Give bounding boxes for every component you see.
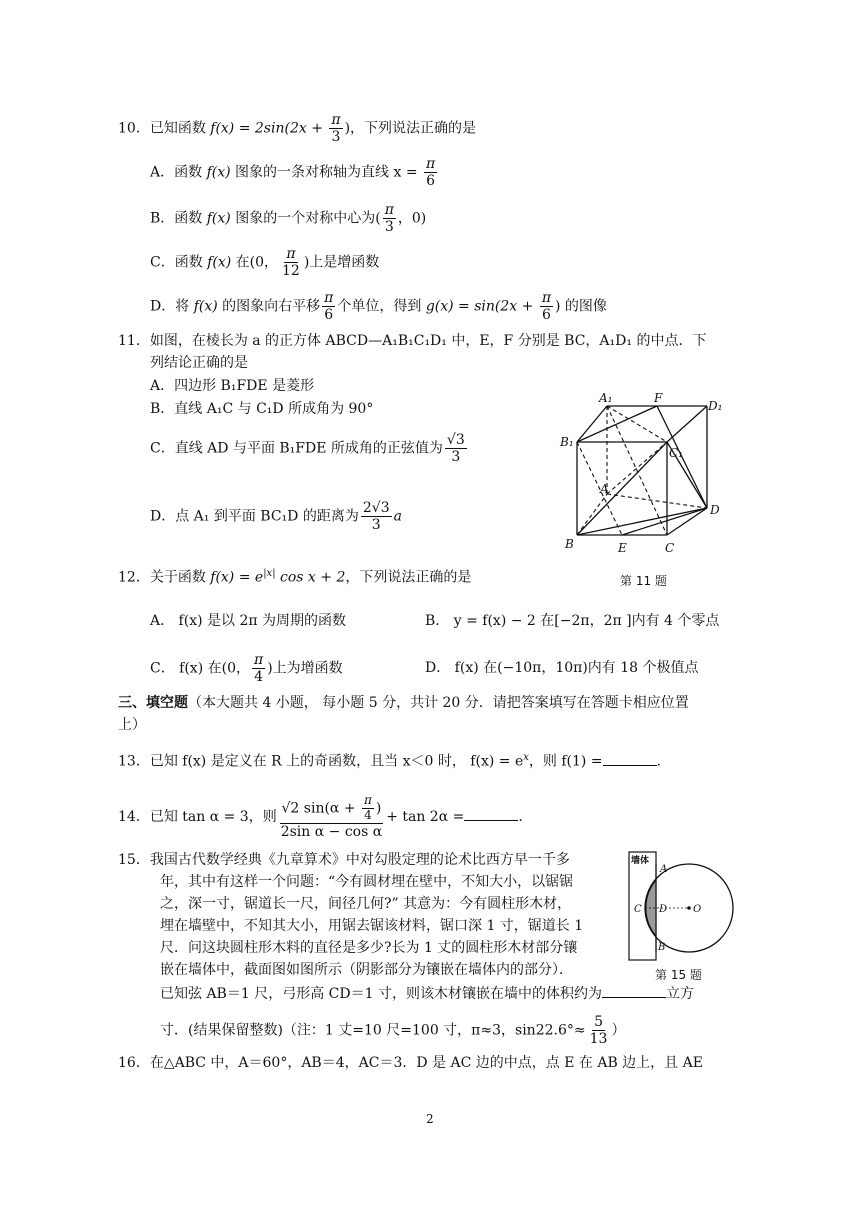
wall-label: 墙体 — [631, 856, 650, 866]
q10-stem: 10．已知函数 f(x) = 2sin(2x + $\frac{\pi}{3}$ )，下列说法正确的是 — [118, 112, 477, 146]
edge-e-d — [622, 508, 707, 535]
edge-b1-f — [577, 406, 657, 442]
q16: 16．在△ABC 中，A＝60°，AB＝4，AC＝3．D 是 AC 边的中点，点 E 在 AB 边上，且 AE — [118, 1055, 703, 1071]
q12-option-d: D． f(x) 在(−10π，10π)内有 18 个极值点 — [425, 660, 699, 676]
q12-option-a: A． f(x) 是以 2π 为周期的函数 — [150, 613, 347, 629]
label-d: D — [710, 503, 720, 517]
q15-line4: 埋在墙壁中，不知其大小，用锯去锯该材料，锯口深 1 寸，锯道长 1 — [160, 918, 584, 934]
q14: 14．已知 tan α = 3，则 √2 sin(α + $\frac{\pi}{4}$ ) 2sin α − cos α + tan 2α = . — [118, 793, 523, 840]
q13-answer-blank — [603, 753, 657, 766]
center-o — [687, 906, 691, 910]
label-c: C — [665, 541, 675, 555]
q11-option-c: C．直线 AD 与平面 B₁FDE 所成角的正弦值为 $\frac{√3}{3}$ — [150, 432, 465, 466]
label-d1: D₁ — [708, 399, 723, 413]
q11-stem-line1: 11．如图，在棱长为 a 的正方体 ABCD—A₁B₁C₁D₁ 中，E，F 分别是 BC，A₁D₁ 的中点．下 — [118, 333, 707, 349]
q15-answer-blank — [602, 985, 666, 998]
label-d: D — [659, 904, 668, 915]
q11-caption: 第 11 题 — [620, 574, 667, 588]
q11-option-a: A．四边形 B₁FDE 是菱形 — [150, 378, 315, 394]
q12-option-c: C． f(x) 在(0， $\frac{\pi}{4}$ )上为增函数 — [150, 652, 343, 686]
label-a: A — [660, 864, 668, 875]
label-c: C — [634, 904, 642, 915]
q15-line6: 嵌在墙体中，截面图如图所示（阴影部分为镶嵌在墙体内的部分）． — [160, 962, 573, 978]
q11-stem-line2: 列结论正确的是 — [150, 355, 248, 371]
label-f: F — [654, 391, 663, 405]
label-a1: A₁ — [599, 391, 613, 405]
edge-c1-d1 — [667, 406, 707, 442]
q10-option-b: B．函数 f(x) 图象的一个对称中心为( $\frac{\pi}{3}$ ，0) — [150, 202, 427, 236]
section-3-desc-cont: 上） — [118, 717, 146, 733]
q11-option-b: B．直线 A₁C 与 C₁D 所成角为 90° — [150, 401, 374, 417]
label-e: E — [618, 541, 627, 555]
q10-option-a: A．函数 f(x) 图象的一条对称轴为直线 x = $\frac{\pi}{6}$ — [150, 156, 436, 190]
wall-circle-figure — [625, 850, 737, 962]
label-b: B — [565, 537, 574, 551]
edge-b1-a1 — [577, 406, 607, 442]
q15-line7: 已知弦 AB＝1 尺，弓形高 CD＝1 寸，则该木材镶嵌在墙中的体积约为 立方 — [160, 986, 694, 1002]
page-number: 2 — [426, 1112, 434, 1126]
q15-caption: 第 15 题 — [655, 968, 702, 982]
label-a: A — [600, 482, 609, 496]
q15-line2: 年，其中有这样一个问题：“今有圆材埋在壁中，不知大小，以锯锯 — [160, 874, 574, 890]
q15-line5: 尺．问这块圆柱形木料的直径是多少?长为 1 丈的圆柱形木材部分镶 — [160, 940, 578, 956]
edge-a-d — [607, 494, 707, 508]
q12-option-b: B． y = f(x) − 2 在[−2π，2π ]内有 4 个零点 — [425, 613, 720, 629]
q14-answer-blank — [464, 808, 518, 821]
label-c1: C₁ — [669, 446, 683, 460]
q15-line1: 15．我国古代数学经典《九章算术》中对勾股定理的论术比西方早一千多 — [118, 852, 570, 868]
q10-option-d: D．将 f(x) 的图象向右平移 $\frac{\pi}{6}$ 个单位，得到 g(x) = sin(2x + $\frac{\pi}{6}$ ) 的图像 — [150, 290, 607, 324]
q10-option-c: C．函数 f(x) 在(0， $\frac{\pi}{12}$ )上是增函数 — [150, 246, 380, 280]
cube-figure — [555, 390, 730, 560]
edge-b-a — [577, 494, 607, 535]
label-o: O — [693, 904, 702, 915]
edge-b-c1 — [577, 442, 667, 535]
q11-option-d: D．点 A₁ 到平面 BC₁D 的距离为 $\frac{2√3}{3}$ a — [150, 500, 402, 534]
edge-a-c1 — [607, 442, 667, 494]
q15-line3: 之，深一寸，锯道长一尺，间径几何?” 其意为：今有圆柱形木材， — [160, 896, 572, 912]
q13: 13．已知 f(x) 是定义在 R 上的奇函数，且当 x＜0 时， $f(x) = e^x$，则 f(1) = . — [118, 752, 661, 770]
q15-line8: 寸．(结果保留整数)（注：1 丈=10 尺=100 寸，π≈3，sin22.6°≈ $\frac{5}{13}$ ） — [160, 1014, 626, 1048]
q12-stem: 12．关于函数 $f(x) = e^{|x|}$ cos x + 2，下列说法正确的是 — [118, 568, 472, 586]
edge-a1-c — [607, 406, 667, 535]
section-3-heading: 三、填空题（本大题共 4 小题， 每小题 5 分，共计 20 分．请把答案填写在答题卡相应位置 — [118, 695, 689, 711]
label-b1: B₁ — [560, 435, 574, 449]
label-b: B — [658, 942, 666, 953]
